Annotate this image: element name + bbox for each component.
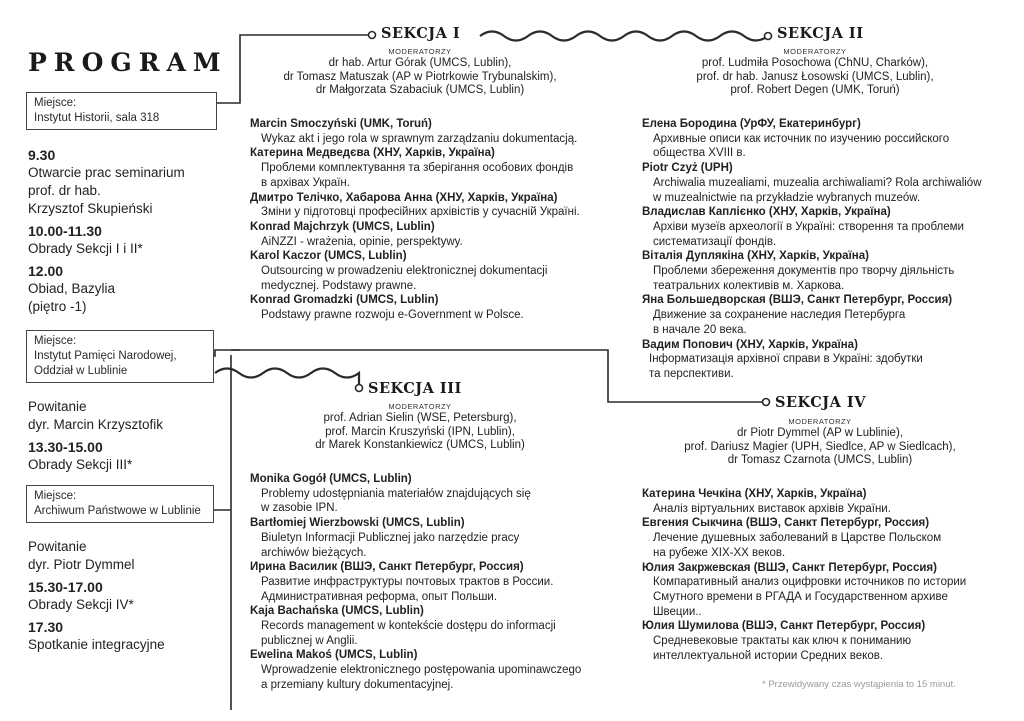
moderators-label: MODERATORZY — [788, 417, 852, 426]
schedule-text: Krzysztof Skupieński — [28, 201, 153, 216]
schedule-time: 17.30 — [28, 619, 64, 635]
speaker: Bartłomiej Wierzbowski (UMCS, Lublin) — [250, 517, 465, 530]
talk-title: театральних колективів м. Харкова. — [653, 279, 845, 292]
schedule-text: Powitanie — [28, 399, 87, 414]
talk-title: Архивные описи как источник по изучению российского — [653, 132, 950, 145]
talk-title: a przemiany kultury dokumentacyjnej. — [261, 678, 454, 691]
schedule-item — [28, 222, 218, 258]
moderator: prof. Ludmiła Posochowa (ChNU, Charków), — [701, 57, 929, 69]
talk-title: Podstawy prawne rozwoju e-Government w Polsce. — [261, 309, 524, 322]
schedule-text: dyr. Marcin Krzysztofik — [28, 417, 164, 432]
place-line: Instytut Pamięci Narodowej, — [34, 350, 177, 362]
talk-title: интеллектуальной истории Средних веков. — [653, 649, 884, 662]
talk-title: на рубеже XIX-XX веков. — [653, 546, 786, 559]
talk-title: общества XVIII в. — [653, 147, 746, 160]
schedule-text: Powitanie — [28, 539, 87, 554]
talk-title: archiwów bieżących. — [261, 546, 367, 559]
talk-title: Смутного времени в РГАДА и Государственном архиве — [653, 590, 948, 603]
place-line: Instytut Historii, sala 318 — [34, 112, 160, 124]
connector-place2 — [213, 350, 240, 356]
speaker: Marcin Smoczyński (UMK, Toruń) — [250, 118, 432, 130]
talk-title: в архівах Україн. — [261, 176, 350, 189]
speaker: Дмитро Телічко, Хабарова Анна (ХНУ, Харків, Україна) — [250, 191, 558, 204]
talk-title: Движение за сохранение наследия Петербурга — [653, 309, 906, 322]
schedule-text: Obiad, Bazylia — [28, 281, 116, 296]
talk-title: Компаративный анализ оцифровки источников по истории — [653, 576, 967, 589]
speaker: Karol Kaczor (UMCS, Lublin) — [250, 250, 407, 263]
talk-title: Зміни у підготовці професійних архівістів у сучасній Україні. — [261, 206, 580, 219]
speaker: Катерина Чечкіна (ХНУ, Харків, Україна) — [642, 488, 867, 500]
schedule-text: Spotkanie integracyjne — [28, 637, 165, 652]
node-sekcja2 — [765, 33, 772, 40]
moderator: prof. Robert Degen (UMK, Toruń) — [730, 84, 900, 96]
moderator: dr hab. Artur Górak (UMCS, Lublin), — [328, 57, 512, 69]
moderators-label: MODERATORZY — [388, 402, 452, 411]
talk-title: Административная реформа, опыт Польши. — [261, 590, 498, 603]
page-title: PROGRAM — [28, 48, 228, 77]
moderator: prof. Marcin Kruszyński (IPN, Lublin), — [325, 425, 515, 438]
place-box-2 — [26, 330, 214, 383]
schedule-item — [28, 438, 218, 474]
talk-title: AiNZZI - wrażenia, opinie, perspektywy. — [261, 235, 463, 248]
talk-title: Wprowadzenie elektronicznego postępowania upominawczego — [261, 664, 582, 677]
schedule-block-1 — [28, 146, 218, 320]
place-label: Miejsce: — [34, 490, 77, 502]
footnote: * Przewidywany czas wystąpienia to 15 minut. — [762, 679, 956, 690]
schedule-text: Obrady Sekcji III* — [28, 457, 133, 472]
schedule-text: Otwarcie prac seminarium — [28, 165, 185, 180]
speaker: Piotr Czyż (UPH) — [642, 162, 733, 175]
speaker: Віталія Дуплякіна (ХНУ, Харків, Україна) — [642, 250, 869, 263]
talk-title: Лечение душевных заболеваний в Царстве Польском — [653, 532, 942, 545]
talk-title: Развитие инфраструктуры почтовых трактов в России. — [261, 575, 554, 588]
schedule-text: dyr. Piotr Dymmel — [28, 557, 135, 572]
talk-title: publicznej w Anglii. — [261, 634, 358, 647]
schedule-time: 12.00 — [28, 263, 64, 279]
talk-title: Outsourcing w prowadzeniu elektronicznej dokumentacji — [261, 265, 548, 278]
wave-sekcja1-sekcja2 — [480, 32, 768, 41]
speaker: Konrad Majchrzyk (UMCS, Lublin) — [250, 220, 435, 233]
talk-title: Проблеми збереження документів про творчу діяльність — [653, 265, 955, 278]
section-title-1: SEKCJA I — [381, 25, 461, 42]
schedule-time: 9.30 — [28, 147, 56, 163]
schedule-time: 13.30-15.00 — [28, 439, 103, 455]
moderator: dr Małgorzata Szabaciuk (UMCS, Lublin) — [315, 84, 525, 96]
talk-title: Biuletyn Informacji Publicznej jako narzędzie pracy — [261, 531, 520, 544]
section-1-talks — [250, 117, 630, 323]
place-label: Miejsce: — [34, 97, 77, 109]
speaker: Владислав Каплієнко (ХНУ, Харків, Україна) — [642, 206, 891, 219]
place-line: Oddział w Lublinie — [34, 365, 128, 377]
speaker: Ирина Василик (ВШЭ, Санкт Петербург, Россия) — [250, 561, 524, 574]
talk-title: Problemy udostępniania materiałów znajdujących się — [261, 487, 531, 500]
talk-title: в начале 20 века. — [653, 323, 747, 336]
section-4-moderators — [650, 416, 990, 468]
moderators-label: MODERATORZY — [388, 47, 452, 56]
place-box-3 — [26, 485, 214, 523]
section-title-3: SEKCJA III — [368, 380, 462, 397]
schedule-item — [28, 146, 218, 218]
section-2-moderators — [640, 46, 990, 98]
speaker: Елена Бородина (УрФУ, Екатеринбург) — [642, 118, 861, 130]
section-title-4: SEKCJA IV — [775, 394, 866, 411]
speaker: Яна Большедворская (ВШЭ, Санкт Петербург, Россия) — [642, 294, 953, 307]
schedule-time: 10.00-11.30 — [28, 223, 102, 239]
section-3-moderators — [250, 401, 590, 453]
talk-title: w muzealnictwie na przykładzie wybranych muzeów. — [653, 191, 921, 204]
talk-title: Records management w kontekście dostępu do informacji — [261, 620, 556, 633]
moderator: dr Marek Konstankiewicz (UMCS, Lublin) — [315, 439, 525, 451]
schedule-item — [28, 618, 218, 654]
schedule-text: Obrady Sekcji I i II* — [28, 241, 143, 256]
schedule-item — [28, 398, 218, 434]
schedule-time: 15.30-17.00 — [28, 579, 103, 595]
section-4-talks — [642, 487, 1017, 663]
speaker: Kaja Bachańska (UMCS, Lublin) — [250, 605, 424, 618]
schedule-item — [28, 538, 218, 574]
speaker: Ewelina Makoś (UMCS, Lublin) — [250, 649, 418, 662]
talk-title: Archiwalia muzealiami, muzealia archiwaliami? Rola archiwaliów — [653, 176, 982, 189]
schedule-item — [28, 262, 218, 316]
talk-title: Аналіз віртуальних виставок архівів України. — [653, 502, 891, 515]
schedule-text: Obrady Sekcji IV* — [28, 597, 134, 612]
talk-title: Wykaz akt i jego rola w sprawnym zarządzaniu dokumentacją. — [261, 132, 578, 145]
talk-title: w zasobie IPN. — [261, 502, 338, 515]
speaker: Юлия Шумилова (ВШЭ, Санкт Петербург, Россия) — [642, 620, 926, 633]
section-3-talks — [250, 472, 630, 693]
section-title-2: SEKCJA II — [777, 25, 864, 42]
node-sekcja3 — [356, 385, 363, 392]
schedule-block-2 — [28, 398, 218, 478]
talk-title: систематизації фондів. — [653, 235, 777, 248]
talk-title: Швеции.. — [653, 605, 702, 618]
moderator: dr Tomasz Matuszak (AP w Piotrkowie Trybunalskim), — [283, 70, 557, 83]
wave-place2-sekcja3 — [215, 369, 359, 385]
talk-title: medycznej. Podstawy prawne. — [261, 279, 417, 292]
talk-title: та перспективи. — [649, 367, 734, 380]
moderator: prof. dr hab. Janusz Łosowski (UMCS, Lublin), — [696, 70, 934, 83]
moderator: prof. Adrian Sielin (WSE, Petersburg), — [323, 412, 517, 424]
speaker: Monika Gogół (UMCS, Lublin) — [250, 473, 412, 485]
talk-title: Средневековые трактаты как ключ к пониманию — [653, 635, 912, 648]
place-box-1 — [26, 92, 217, 130]
talk-title: Інформатизація архівної справи в Україні: здобутки — [649, 353, 923, 366]
speaker: Konrad Gromadzki (UMCS, Lublin) — [250, 294, 439, 307]
speaker: Вадим Попович (ХНУ, Харків, Україна) — [642, 338, 858, 351]
talk-title: Проблеми комплектування та зберігання особових фондів — [261, 162, 574, 175]
speaker: Евгения Сыкчина (ВШЭ, Санкт Петербург, Россия) — [642, 517, 930, 530]
schedule-text: prof. dr hab. — [28, 183, 101, 198]
place-label: Miejsce: — [34, 335, 77, 347]
talk-title: Архіви музеїв археології в Україні: створення та проблеми — [653, 220, 964, 233]
node-sekcja4 — [763, 399, 770, 406]
schedule-item — [28, 578, 218, 614]
section-1-moderators — [240, 46, 600, 98]
place-line: Archiwum Państwowe w Lublinie — [34, 505, 201, 517]
moderators-label: MODERATORZY — [783, 47, 847, 56]
speaker: Катерина Медведєва (ХНУ, Харків, Україна) — [250, 147, 495, 160]
speaker: Юлия Закржевская (ВШЭ, Санкт Петербург, Россия) — [642, 561, 937, 574]
schedule-text: (piętro -1) — [28, 299, 87, 314]
moderator: dr Tomasz Czarnota (UMCS, Lublin) — [727, 454, 913, 466]
moderator: prof. Dariusz Magier (UPH, Siedlce, AP w Siedlcach), — [684, 440, 956, 453]
section-2-talks — [642, 117, 1017, 382]
node-sekcja1 — [369, 32, 376, 39]
moderator: dr Piotr Dymmel (AP w Lublinie), — [737, 427, 903, 439]
schedule-block-3 — [28, 538, 218, 658]
